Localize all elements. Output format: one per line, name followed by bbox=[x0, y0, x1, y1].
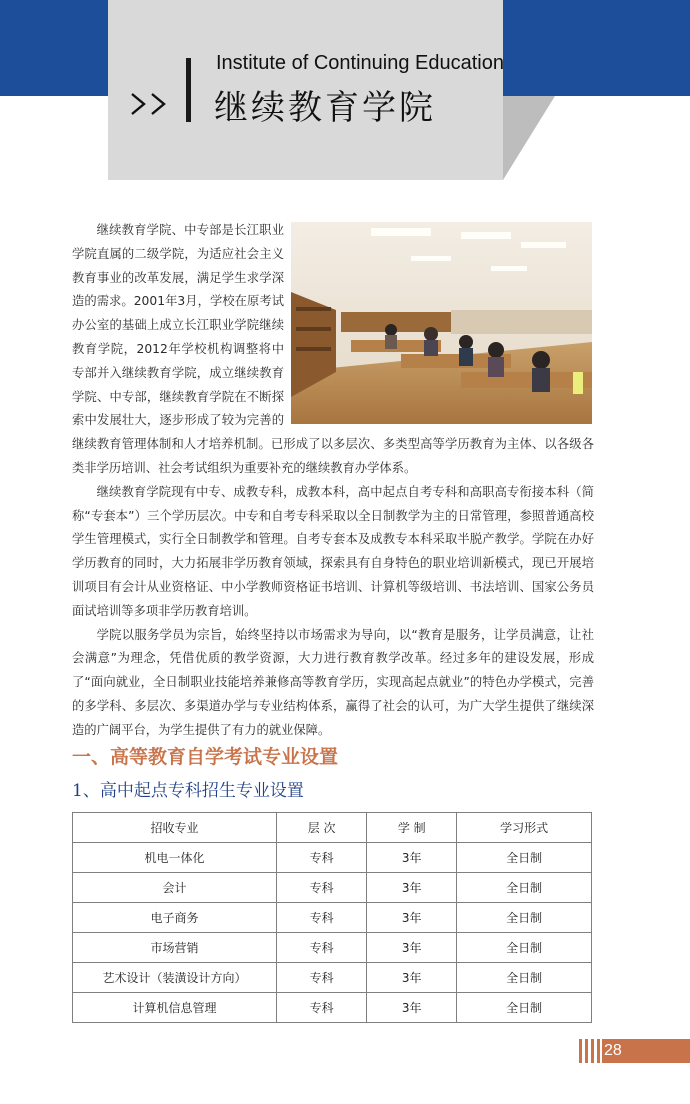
table-cell: 专科 bbox=[277, 933, 367, 963]
table-cell: 机电一体化 bbox=[73, 843, 277, 873]
table-row bbox=[73, 903, 592, 933]
section-heading: 一、高等教育自学考试专业设置 bbox=[72, 746, 339, 768]
table-row bbox=[73, 963, 592, 993]
table-cell: 电子商务 bbox=[73, 903, 277, 933]
table-cell: 全日制 bbox=[457, 963, 592, 993]
table-header-cell: 层 次 bbox=[277, 813, 367, 843]
table-cell: 专科 bbox=[277, 843, 367, 873]
table-row bbox=[73, 843, 592, 873]
majors-table bbox=[72, 812, 592, 1023]
paragraph-1: 继续教育学院、中专部是长江职业学院直属的二级学院，为适应社会主义教育事业的改革发展，满足学生求学深造的需求。2001年3月，学校在原考试办公室的基础上成立长江职业学院继续教育学院，2012年学校机构调整将中专部并入继续教育学院，成立继续教育学院、中专部，继续教育学院在不断探索中发展壮大，逐步形成了较为完善的继续教育管理体制和人才培养机制。已形成了以多层次、多类型高等学历教育为主体、以各级各类非学历培训、社会考试组织为重要补充的继续教育办学体系。 bbox=[72, 223, 594, 475]
table-cell: 全日制 bbox=[457, 993, 592, 1023]
title-divider-bar bbox=[186, 58, 191, 122]
table-cell: 专科 bbox=[277, 903, 367, 933]
table-cell: 3年 bbox=[367, 933, 457, 963]
table-cell: 专科 bbox=[277, 993, 367, 1023]
table-cell: 艺术设计（装潢设计方向） bbox=[73, 963, 277, 993]
title-english: Institute of Continuing Education bbox=[216, 52, 504, 74]
table-header-cell: 学习形式 bbox=[457, 813, 592, 843]
table-header-cell: 学 制 bbox=[367, 813, 457, 843]
intro-body bbox=[72, 219, 594, 743]
double-chevron-icon bbox=[128, 86, 174, 122]
table-row bbox=[73, 933, 592, 963]
table-cell: 专科 bbox=[277, 963, 367, 993]
table-cell: 3年 bbox=[367, 843, 457, 873]
table-cell: 计算机信息管理 bbox=[73, 993, 277, 1023]
table-cell: 3年 bbox=[367, 993, 457, 1023]
table-cell: 全日制 bbox=[457, 843, 592, 873]
table-row bbox=[73, 873, 592, 903]
paragraph-3: 学院以服务学员为宗旨，始终坚持以市场需求为导向，以“教育是服务，让学员满意，让社会满意”为理念，凭借优质的教学资源，大力进行教育教学改革。经过多年的建设发展，形成了“面向就业，全日制职业技能培养兼修高等教育学历，实现高起点就业”的特色办学模式，完善的多学科、多层次、多渠道办学与专业结构体系，赢得了社会的认可，为广大学生提供了继续深造的广阔平台，为学生提供了有力的就业保障。 bbox=[72, 627, 594, 737]
header-blue-band-right bbox=[503, 0, 690, 96]
table-cell: 3年 bbox=[367, 903, 457, 933]
page-number-stripes-icon bbox=[578, 1039, 602, 1063]
title-chinese: 继续教育学院 bbox=[214, 88, 436, 128]
table-cell: 全日制 bbox=[457, 873, 592, 903]
table-cell: 全日制 bbox=[457, 903, 592, 933]
header-blue-band-left bbox=[0, 0, 108, 96]
table-cell: 全日制 bbox=[457, 933, 592, 963]
table-header-row bbox=[73, 813, 592, 843]
paragraph-2: 继续教育学院现有中专、成教专科，成教本科，高中起点自考专科和高职高专衔接本科（简称“专套本”）三个学历层次。中专和自考专科采取以全日制教学为主的日常管理，参照普通高校学生管理模式，实行全日制教学和管理。自考专套本及成教专本科采取半脱产教学。学院在办好学历教育的同时，大力拓展非学历教育领域，探索具有自身特色的职业培训新模式，现已开展培训项目有会计从业资格证、中小学教师资格证书培训、计算机等级培训、书法培训、国家公务员面试培训等多项非学历教育培训。 bbox=[72, 484, 594, 618]
table-cell: 3年 bbox=[367, 873, 457, 903]
table-cell: 会计 bbox=[73, 873, 277, 903]
header-fold-shadow bbox=[503, 96, 555, 180]
page-number: 28 bbox=[602, 1039, 690, 1063]
photo-spacer bbox=[284, 219, 594, 428]
table-row bbox=[73, 993, 592, 1023]
table-cell: 专科 bbox=[277, 873, 367, 903]
table-cell: 市场营销 bbox=[73, 933, 277, 963]
table-cell: 3年 bbox=[367, 963, 457, 993]
table-header-cell: 招收专业 bbox=[73, 813, 277, 843]
section-subheading: 1、高中起点专科招生专业设置 bbox=[72, 781, 304, 801]
